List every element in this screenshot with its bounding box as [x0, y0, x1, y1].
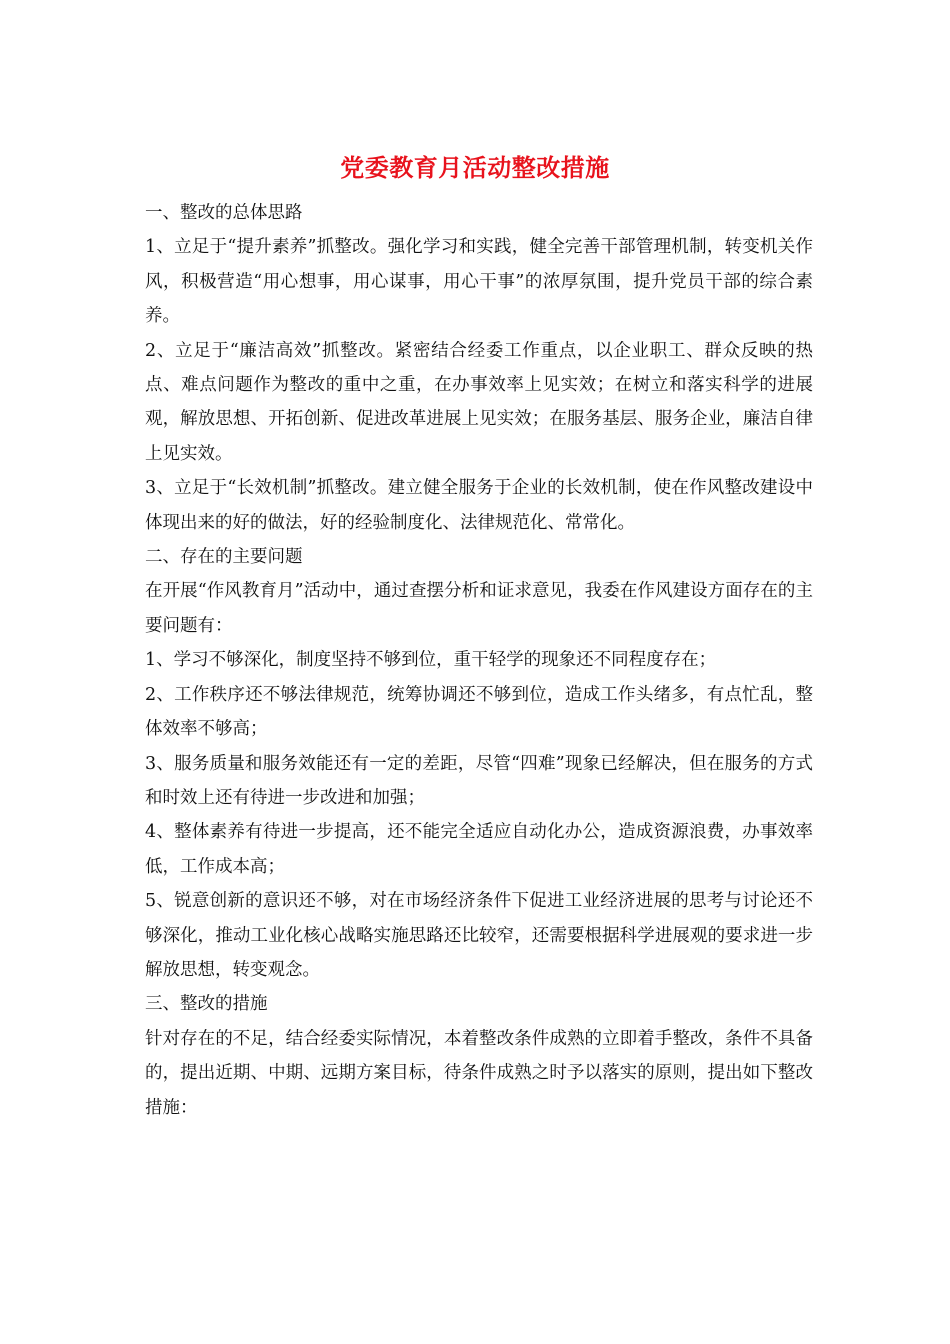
paragraph: 2、立足于“廉洁高效”抓整改。紧密结合经委工作重点，以企业职工、群众反映的热点、难点问题作为整改的重中之重，在办事效率上见实效；在树立和落实科学的进展观，解放思想、开拓创新、促进改革进展上见实效；在服务基层、服务企业，廉洁自律上见实效。: [145, 340, 813, 464]
document-title: 党委教育月活动整改措施: [340, 153, 610, 182]
paragraph: 3、立足于“长效机制”抓整改。建立健全服务于企业的长效机制，使在作风整改建设中体现出来的好的做法，好的经验制度化、法律规范化、常常化。: [145, 478, 813, 533]
document-body: [145, 196, 813, 1125]
paragraph: 针对存在的不足，结合经委实际情况，本着整改条件成熟的立即着手整改，条件不具备的，提出近期、中期、远期方案目标，待条件成熟之时予以落实的原则，提出如下整改措施：: [145, 1028, 813, 1118]
paragraph: 2、工作秩序还不够法律规范，统筹协调还不够到位，造成工作头绪多，有点忙乱，整体效率不够高；: [145, 684, 813, 740]
paragraph: 5、锐意创新的意识还不够，对在市场经济条件下促进工业经济进展的思考与讨论还不够深化，推动工业化核心战略实施思路还比较窄，还需要根据科学进展观的要求进一步解放思想，转变观念。: [145, 891, 813, 980]
section-heading-3: 三、整改的措施: [145, 994, 268, 1015]
paragraph: 1、立足于“提升素养”抓整改。强化学习和实践，健全完善干部管理机制，转变机关作风，积极营造“用心想事，用心谋事，用心干事”的浓厚氛围，提升党员干部的综合素养。: [145, 237, 813, 327]
section-heading-1: 一、整改的总体思路: [145, 203, 303, 223]
section-heading-2: 二、存在的主要问题: [145, 547, 303, 568]
paragraph: 1、学习不够深化，制度坚持不够到位，重干轻学的现象还不同程度存在；: [145, 650, 717, 671]
paragraph: 4、整体素养有待进一步提高，还不能完全适应自动化办公，造成资源浪费，办事效率低，工作成本高；: [145, 822, 813, 877]
paragraph: 在开展“作风教育月”活动中，通过查摆分析和证求意见，我委在作风建设方面存在的主要问题有：: [145, 581, 813, 636]
paragraph: 3、服务质量和服务效能还有一定的差距，尽管“四难”现象已经解决，但在服务的方式和时效上还有待进一步改进和加强；: [145, 753, 813, 808]
